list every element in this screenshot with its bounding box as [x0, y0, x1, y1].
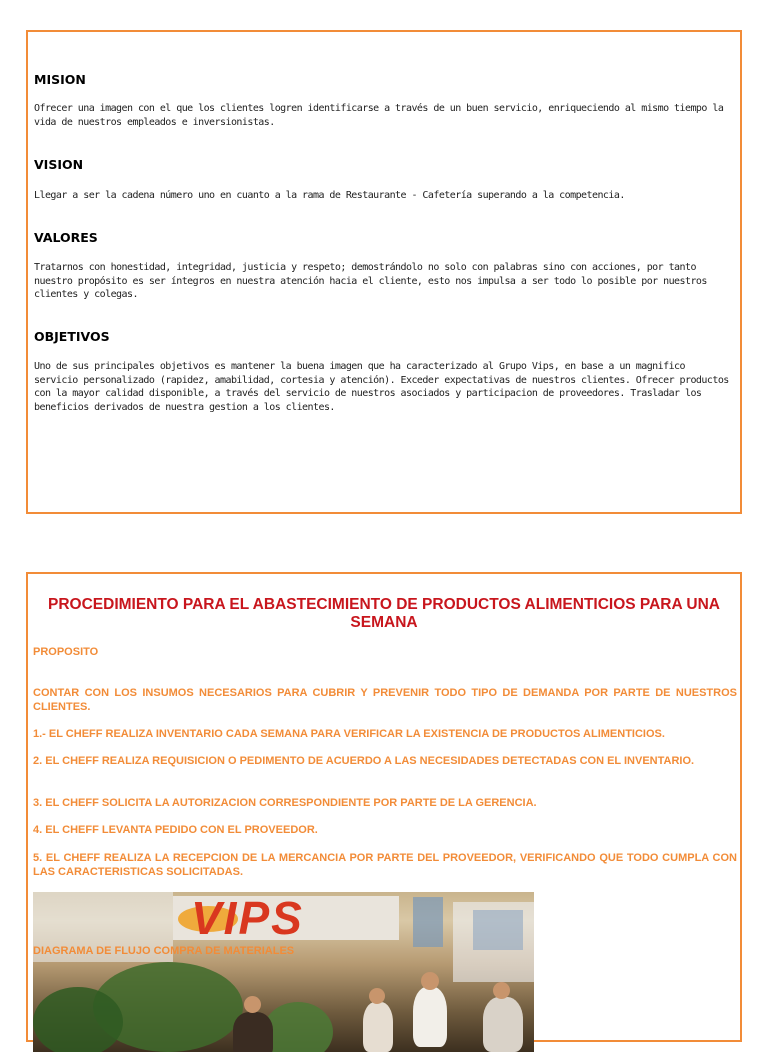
valores-text: Tratarnos con honestidad, integridad, justicia y respeto; demostrándolo no solo con palabras sino con acciones, por tanto nuestro propósito es ser íntegros en nuestra atención hacia el cliente, esto nos impulsa a ser todo lo posible por nuestros clientes y colegas. — [34, 262, 707, 300]
procedure-step-5: 5. EL CHEFF REALIZA LA RECEPCION DE LA MERCANCIA POR PARTE DEL PROVEEDOR, VERIFICANDO QUE TODO CUMPLA CON LAS CARACTERISTICAS SOLICITADAS. — [33, 852, 737, 878]
proposito-label: PROPOSITO — [33, 646, 99, 658]
vips-logo: VIPS — [191, 892, 304, 944]
mision-text: Ofrecer una imagen con el que los clientes logren identificarse a través de un buen servicio, enriqueciendo al mismo tiempo la vida de nuestros empleados e inversionistas. — [34, 103, 724, 128]
procedure-step-2: 2. EL CHEFF REALIZA REQUISICION O PEDIMENTO DE ACUERDO A LAS NECESIDADES DETECTADAS CON EL INVENTARIO. — [33, 755, 695, 767]
procedure-step-3: 3. EL CHEFF SOLICITA LA AUTORIZACION CORRESPONDIENTE POR PARTE DE LA GERENCIA. — [33, 797, 537, 809]
procedure-title: PROCEDIMIENTO PARA EL ABASTECIMIENTO DE PRODUCTOS ALIMENTICIOS PARA UNA SEMANA — [48, 596, 720, 631]
company-info-box — [26, 30, 742, 514]
procedure-step-1: 1.- EL CHEFF REALIZA INVENTARIO CADA SEMANA PARA VERIFICAR LA EXISTENCIA DE PRODUCTOS ALIMENTICIOS. — [33, 728, 665, 740]
diagram-overlay-text: DIAGRAMA DE FLUJO COMPRA DE MATERIALES — [33, 945, 295, 957]
objetivos-heading: OBJETIVOS — [34, 329, 110, 344]
mision-heading: MISION — [34, 72, 86, 87]
vision-heading: VISION — [34, 157, 84, 172]
valores-heading: VALORES — [34, 230, 98, 245]
procedure-step-4: 4. EL CHEFF LEVANTA PEDIDO CON EL PROVEEDOR. — [33, 824, 318, 836]
restaurant-photo — [33, 892, 534, 1052]
vision-text: Llegar a ser la cadena número uno en cuanto a la rama de Restaurante - Cafetería superando a la competencia. — [34, 190, 625, 201]
objetivos-text: Uno de sus principales objetivos es mantener la buena imagen que ha caracterizado al Grupo Vips, en base a un magnifico servicio personalizado (rapidez, amabilidad, cortesia y atención). Exceder expectativas de nuestros clientes. Ofrecer productos con la mayor calidad disponible, a través del servicio de nuestros asociados y participacion de proveedores. Trasladar los beneficios derivados de nuestra gestion a los clientes. — [34, 361, 729, 413]
procedure-box — [26, 572, 742, 1042]
proposito-text: CONTAR CON LOS INSUMOS NECESARIOS PARA CUBRIR Y PREVENIR TODO TIPO DE DEMANDA POR PARTE DE NUESTROS CLIENTES. — [33, 687, 737, 713]
